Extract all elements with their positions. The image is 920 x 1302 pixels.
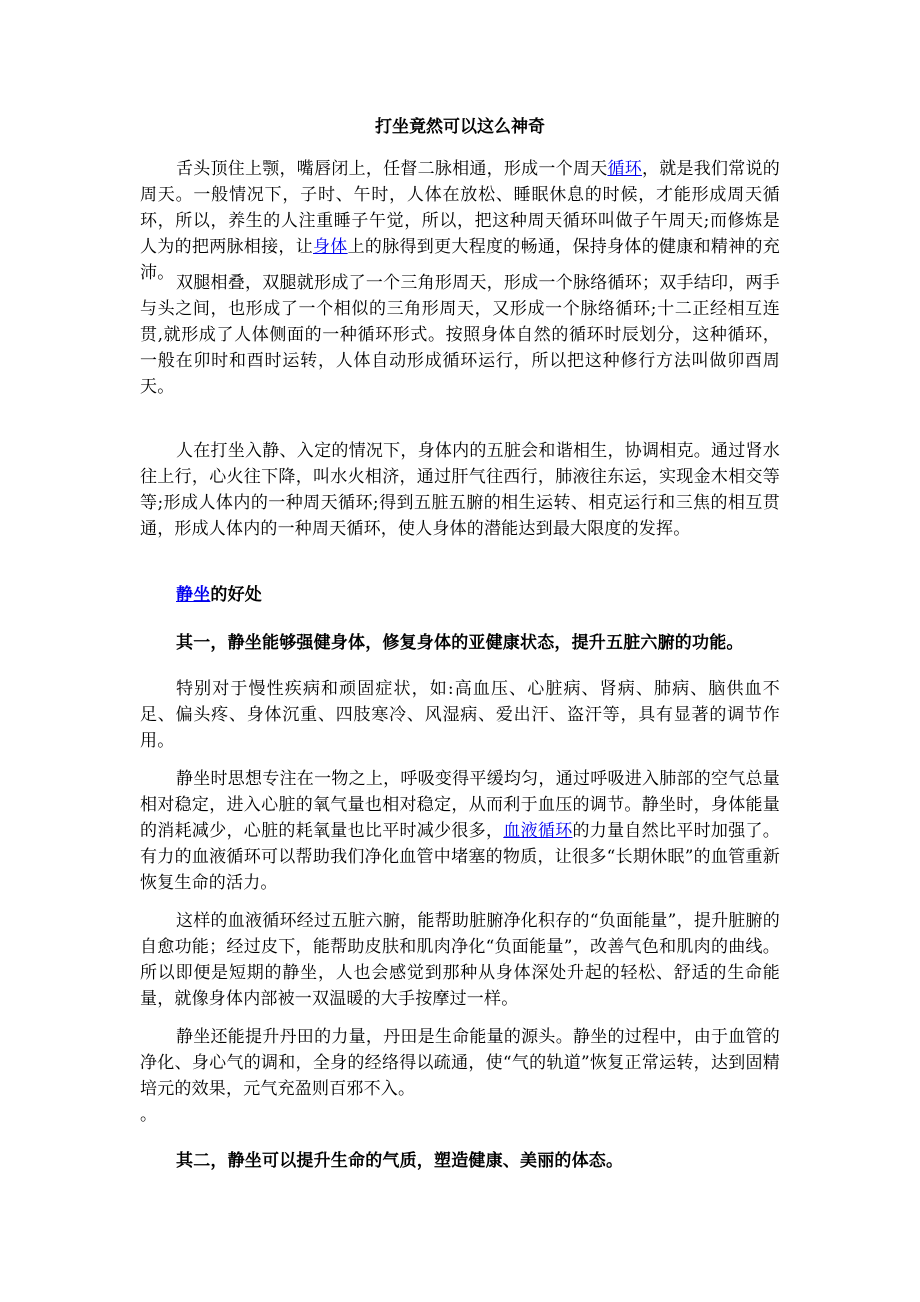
paragraph-8: 这样的血液循环经过五脏六腑，能帮助脏腑净化积存的“负面能量”，提升脏腑的自愈功能；经过皮下，能帮助皮肤和肌肉净化“负面能量”，改善气色和肌肉的曲线。所以即便是短期的静坐，人也会感觉到那种从身体深处升起的轻松、舒适的生命能量，就像身体内部被一双温暖的大手按摩过一样。 xyxy=(140,911,780,1009)
paragraph-2: 双腿相叠，双腿就形成了一个三角形周天，形成一个脉络循环；双手结印，两手与头之间，也形成了一个相似的三角形周天，又形成一个脉络循环;十二正经相互连贯,就形成了人体侧面的一种循环形式。按照身体自然的循环时辰划分，这种循环，一般在卯时和酉时运转，人体自动形成循环运行，所以把这种修行方法叫做卯酉周天。 xyxy=(140,273,780,397)
link-xueye-xunhuan[interactable]: 血液循环 xyxy=(503,821,573,841)
paragraph-1-text-a: 舌头顶住上颚，嘴唇闭上，任督二脉相通，形成一个周天 xyxy=(176,159,608,179)
paragraph-1-text-b: ，就是我们常说的周天。一般情况下，子时、午时，人体在放松、睡眠休息的时候，才能形成周天循环，所以，养生的人注重睡子午觉，所以，把这种周天循环叫做子午周天;而修炼是人为的把两脉相接，让 xyxy=(140,159,781,257)
paragraph-7-text-b: 的力量自然比平时加强了。有力的血液循环可以帮助我们净化血管中堵塞的物质，让很多“长期休眠”的血管重新恢复生命的活力。 xyxy=(140,821,780,893)
section-heading-benefits xyxy=(140,582,780,608)
stray-period: 。 xyxy=(140,1105,157,1125)
section-heading-rest: 的好处 xyxy=(210,585,263,605)
point-one-heading: 其一，静坐能够强健身体，修复身体的亚健康状态，提升五脏六腑的功能。 xyxy=(176,633,744,653)
link-xunhuan[interactable]: 循环 xyxy=(607,159,642,179)
paragraph-1 xyxy=(140,156,780,286)
paragraph-7 xyxy=(140,766,780,896)
paragraph-3: 人在打坐入静、入定的情况下，身体内的五脏会和谐相生，协调相克。通过肾水往上行，心火往下降，叫水火相济，通过肝气往西行，肺液往东运，实现金木相交等等;形成人体内的一种周天循环;得到五脏五腑的相生运转、相克运行和三焦的相互贯通，形成人体内的一种周天循环，使人身体的潜能达到最大限度的发挥。 xyxy=(140,441,780,539)
paragraph-7-text-a: 静坐时思想专注在一物之上，呼吸变得平缓均匀，通过呼吸进入肺部的空气总量相对稳定，进入心脏的氧气量也相对稳定，从而利于血压的调节。静坐时，身体能量的消耗减少，心脏的耗氧量也比平时减少很多， xyxy=(140,769,780,841)
point-two-heading: 其二，静坐可以提升生命的气质，塑造健康、美丽的体态。 xyxy=(176,1151,624,1171)
paragraph-1-text-c: 上的脉得到更大程度的畅通，保持身体的健康和精神的充沛。 xyxy=(140,237,781,283)
paragraph-6: 特别对于慢性疾病和顽固症状，如:高血压、心脏病、肾病、肺病、脑供血不足、偏头疼、身体沉重、四肢寒冷、风湿病、爱出汗、盗汗等，具有显著的调节作用。 xyxy=(140,679,780,751)
document-title: 打坐竟然可以这么神奇 xyxy=(375,117,545,137)
paragraph-9: 静坐还能提升丹田的力量，丹田是生命能量的源头。静坐的过程中，由于血管的净化、身心气的调和，全身的经络得以疏通，使“气的轨道”恢复正常运转，达到固精培元的效果，元气充盈则百邪不入。 xyxy=(140,1027,780,1099)
link-shenti[interactable]: 身体 xyxy=(313,237,348,257)
link-jingzuo[interactable]: 静坐 xyxy=(176,585,211,605)
